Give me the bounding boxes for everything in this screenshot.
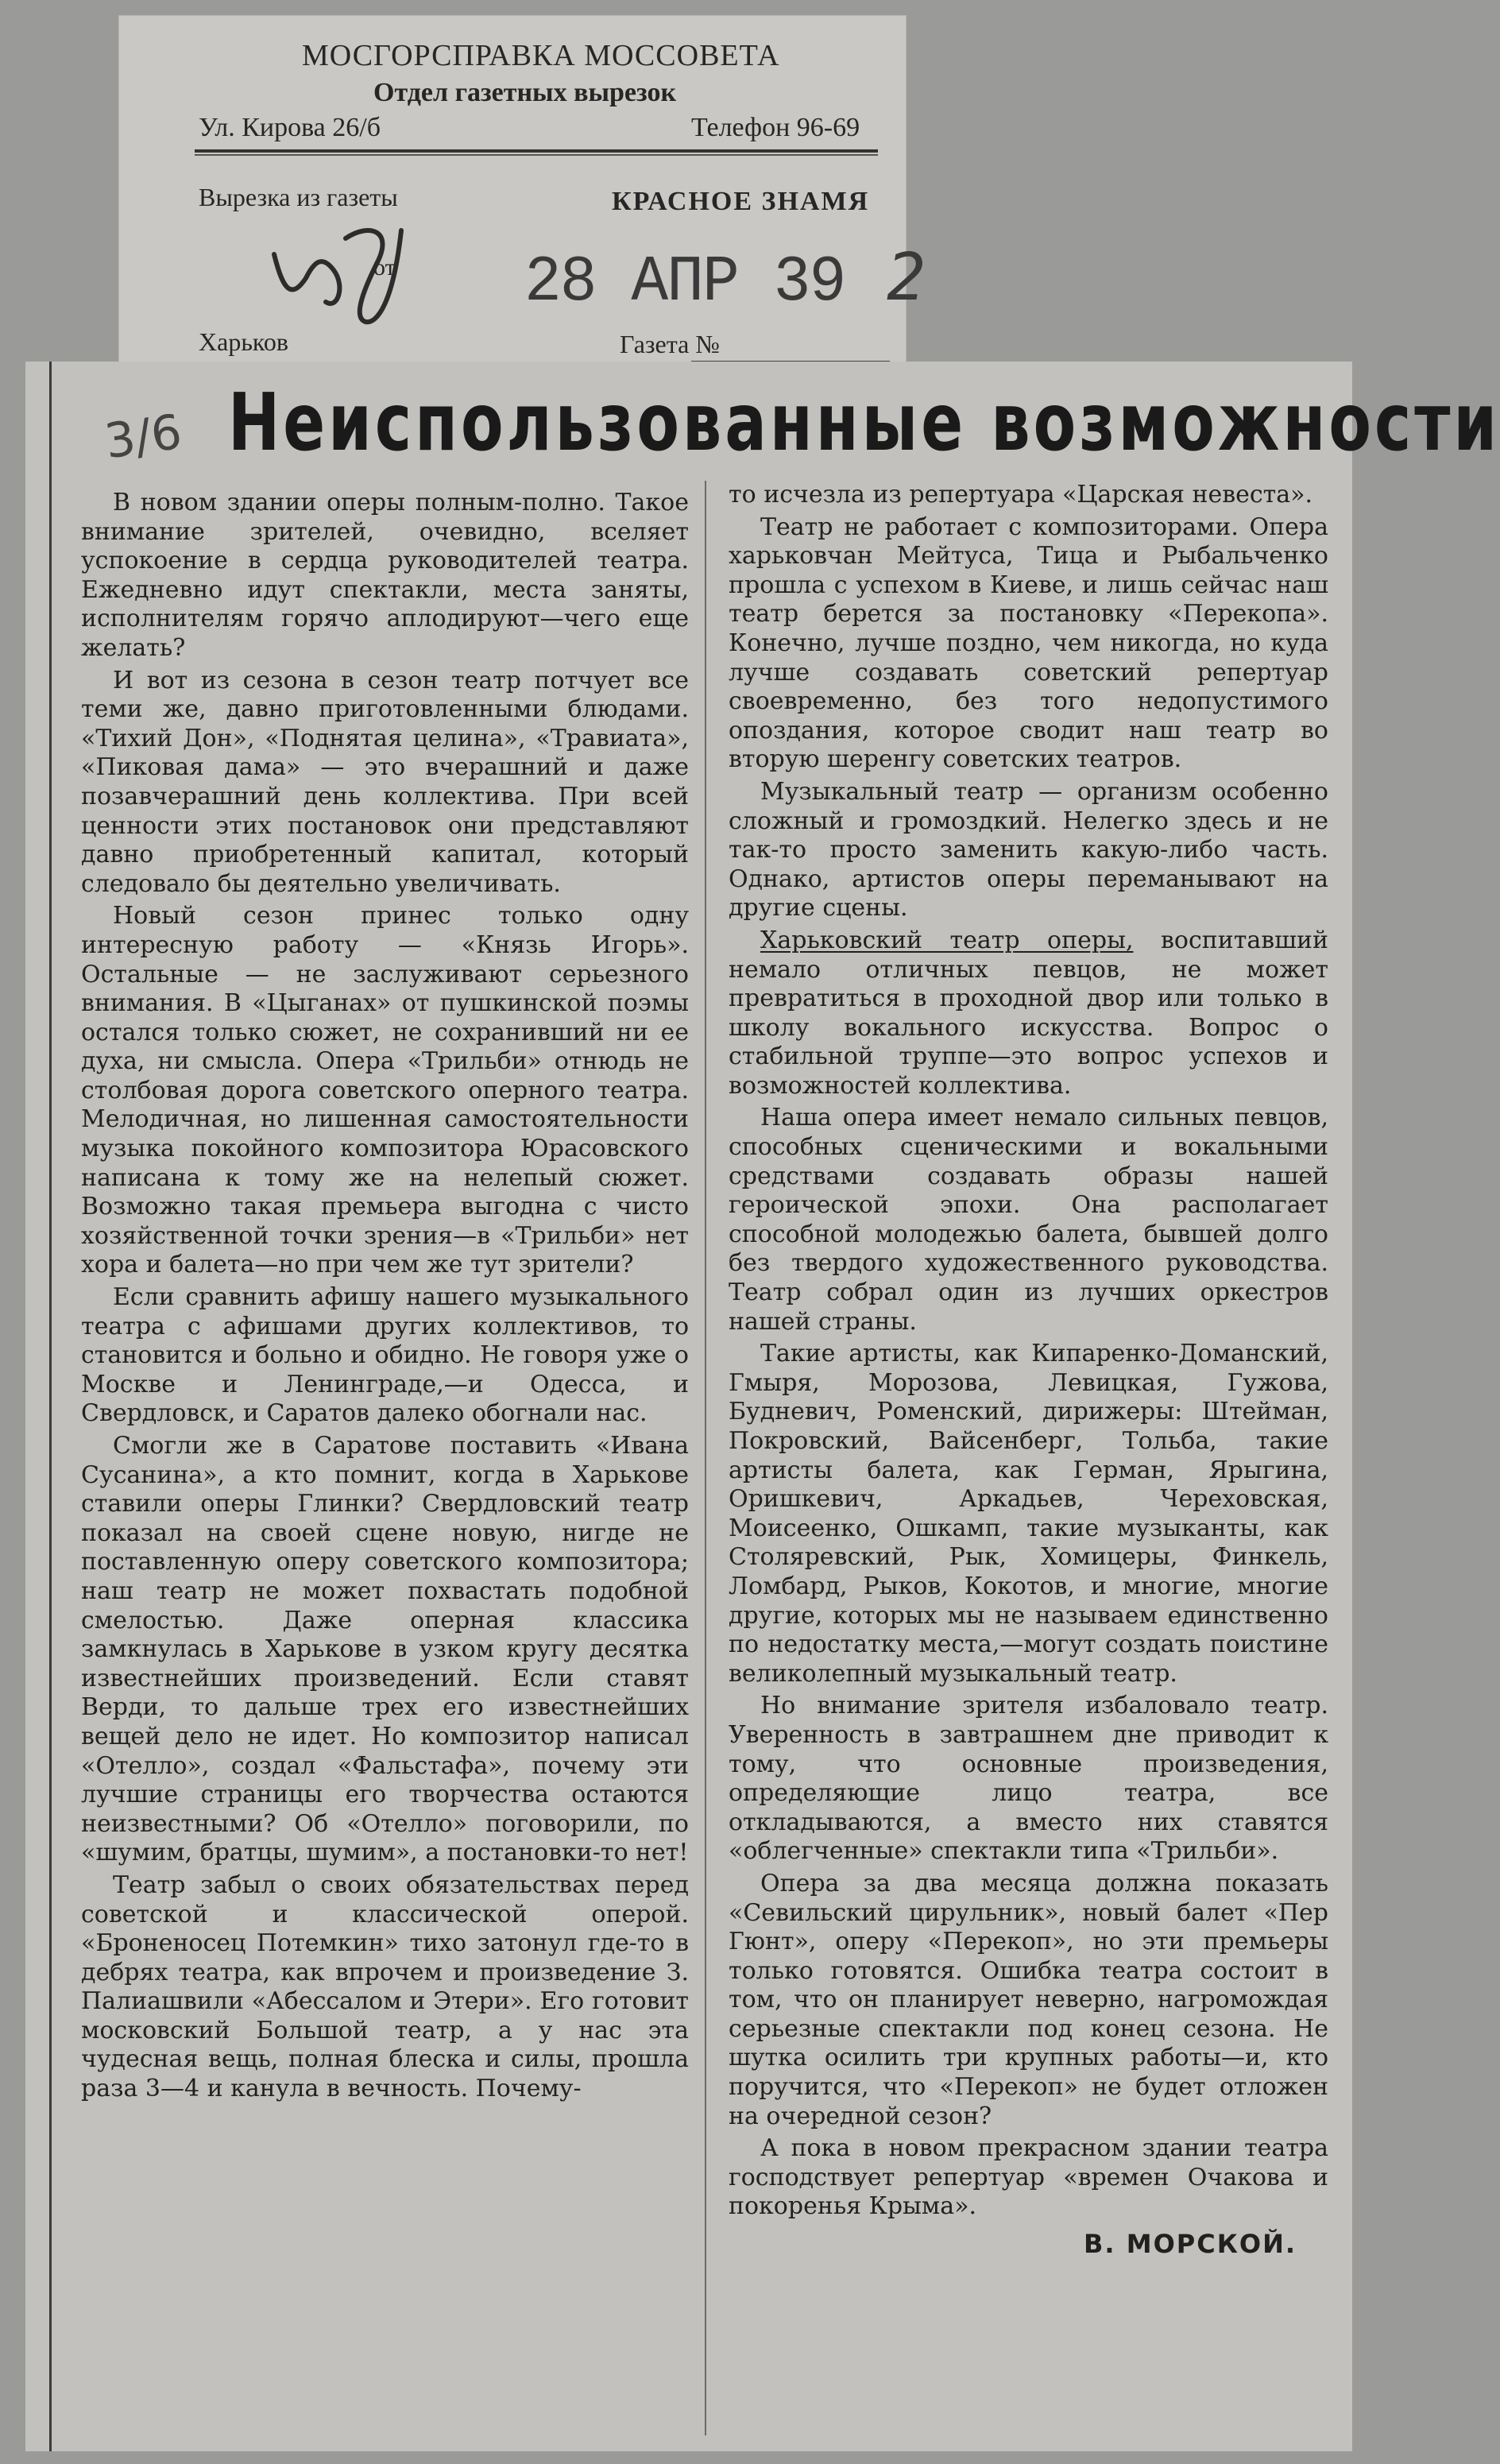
article-right-column [729, 481, 1328, 2259]
paragraph: В новом здании оперы полным-полно. Такое внимание зрителей, очевидно, вселяет успокоение в сердца руководителей театра. Ежедневно идут спектакли, места заняты, исполнителям горячо аплодируют—чего еще желать? [81, 489, 689, 662]
from-label: от [373, 254, 396, 280]
paragraph-with-underline [729, 926, 1328, 1101]
paragraph: Такие артисты, как Кипаренко-Доманский, Гмыря, Морозова, Левицкая, Гужова, Будневич, Роменский, дирижеры: Штейман, Покровский, Вайсенберг, Тольба, такие артисты балета, как Герман, Ярыгина, Оришкевич, Аркадьев, Череховская, Моисеенко, Ошкамп, такие музыканты, как Столяревский, Рык, Хомицеры, Финкель, Ломбард, Рыков, Кокотов, и многие, многие другие, которых мы не называем единственно по недостатку места,—могут создать поистине великолепный музыкальный театр. [729, 1340, 1328, 1688]
article-headline: Неиспользованные возможности [228, 377, 1500, 470]
stamp-date-text: 28 АПР 39 [524, 246, 845, 320]
paragraph: Наша опера имеет немало сильных певцов, способных сценическими и вокальными средствами создавать образы нашей героической эпохи. Она располагает способной молодежью балета, бывшей долго без твердого художественного руководства. Театр собрал один из лучших оркестров нашей страны. [729, 1104, 1328, 1336]
clipping-from-label: Вырезка из газеты [199, 183, 398, 211]
article-left-column [81, 489, 689, 2107]
slip-divider-thin [195, 154, 878, 156]
column-divider [705, 481, 706, 2435]
paragraph: Музыкальный театр — организм особенно сложный и громоздкий. Нелегко здесь и не так-то просто заменить какую-либо часть. Однако, артистов оперы переманывают на другие сцены. [729, 777, 1328, 923]
underlined-phrase: Харьковский театр оперы, [760, 926, 1134, 954]
handwritten-date-mark: 2 [887, 240, 925, 316]
bureau-title: МОСГОРСПРАВКА МОССОВЕТА [302, 39, 780, 72]
article-author: В. МОРСКОЙ. [1084, 2229, 1297, 2260]
city: Харьков [199, 327, 288, 356]
slip-divider [195, 149, 878, 153]
paragraph: А пока в новом прекрасном здании театра господствует репертуар «времен Очакова и покоренья Крыма». [729, 2134, 1328, 2221]
paragraph: Новый сезон принес только одну интересную работу — «Князь Игорь». Остальные — не заслуживают серьезного внимания. В «Цыганах» от пушкинской поэмы остался только сюжет, не сохранивший ни ее духа, ни смысла. Опера «Трильби» отнюдь не столбовая дорога советского оперного театра. Мелодичная, но лишенная самостоятельности музыка покойного композитора Юрасовского написана к тому же на нелепый сюжет. Возможно такая премьера выгодна с чисто хозяйственной точки зрения—в «Трильби» нет хора и балета—но при чем же тут зрители? [81, 902, 689, 1279]
pencil-number: 3/6 [101, 404, 185, 470]
issue-number-label: Газета № [620, 330, 720, 358]
paragraph: Смогли же в Саратове поставить «Ивана Сусанина», а кто помнит, когда в Харькове ставили оперы Глинки? Свердловский театр показал на своей сцене новую, нигде не поставленную оперу советского композитора; наш театр не может похвастать подобной смелостью. Даже оперная классика замкнулась в Харькове в узком кругу десятка известнейших произведений. Если ставят Верди, то дальше трех его известнейших вещей дело не идет. Но композитор написал «Отелло», создал «Фальстафа», почему эти лучшие страницы его творчества остаются неизвестными? Об «Отелло» поговорили, по «шумим, братцы, шумим», а постановки-то нет! [81, 1432, 689, 1867]
paragraph: Театр забыл о своих обязательствах перед советской и классической оперой. «Броненосец Потемкин» тихо затонул где-то в дебрях театра, как впрочем и произведение З. Палиашвили «Абессалом и Этери». Его готовит московский Большой театр, а у нас эта чудесная вещь, полная блеска и силы, прошла раза 3—4 и канула в вечность. Почему- [81, 1870, 689, 2103]
clipping-bureau-slip [119, 16, 925, 366]
bureau-phone: Телефон 96-69 [691, 113, 860, 142]
paragraph: Если сравнить афишу нашего музыкального театра с афишами других коллективов, то становится и больно и обидно. Не говоря уже о Москве и Ленинграде,—и Одесса, и Свердловск, и Саратов далеко обогнали нас. [81, 1283, 689, 1428]
paragraph-rest: воспитавший немало отличных певцов, не может превратиться в проходной двор или только в школу вокального искусства. Вопрос о стабильной труппе—это вопрос успехов и возможностей коллектива. [729, 926, 1328, 1100]
paragraph: И вот из сезона в сезон театр потчует все теми же, давно приготовленными блюдами. «Тихий Дон», «Поднятая целина», «Травиата», «Пиковая дама» — это вчерашний и даже позавчерашний день коллектива. При всей ценности этих постановок они представляют давно приобретенный капитал, который следовало бы деятельно увеличивать. [81, 666, 689, 898]
paragraph: Но внимание зрителя избаловало театр. Уверенность в завтрашнем дне приводит к тому, что основные произведения, определяющие лицо театра, все откладываются, а вместо них ставятся «облегченные» спектакли типа «Трильби». [729, 1692, 1328, 1866]
paragraph: Опера за два месяца должна показать «Севильский цирульник», новый балет «Пер Гюнт», оперу «Перекоп», но эти премьеры только готовятся. Ошибка театра состоит в том, что он планирует неверно, нагромождая серьезные спектакли под конец сезона. Не шутка осилить три крупных работы—и, кто поручится, что «Перекоп» не будет отложен на очередной сезон? [729, 1869, 1328, 2130]
clipping-left-border [49, 362, 52, 2451]
newspaper-name: КРАСНОЕ ЗНАМЯ [612, 187, 870, 216]
bureau-address: Ул. Кирова 26/б [199, 113, 381, 142]
newspaper-clipping [25, 362, 1500, 2451]
date-stamp [524, 241, 925, 320]
paragraph: Театр не работает с композиторами. Опера харьковчан Мейтуса, Тица и Рыбальченко прошла с успехом в Киеве, и лишь сейчас наш театр берется за постановку «Перекопа». Конечно, лучше поздно, чем никогда, но куда лучше создавать советский репертуар своевременно, без того недопустимого опоздания, которое сводит наш театр во вторую шеренгу советских театров. [729, 513, 1328, 774]
handwritten-signature-mark [258, 207, 433, 326]
paragraph-continuation: то исчезла из репертуара «Царская невеста». [729, 481, 1313, 509]
bureau-department: Отдел газетных вырезок [373, 78, 677, 107]
